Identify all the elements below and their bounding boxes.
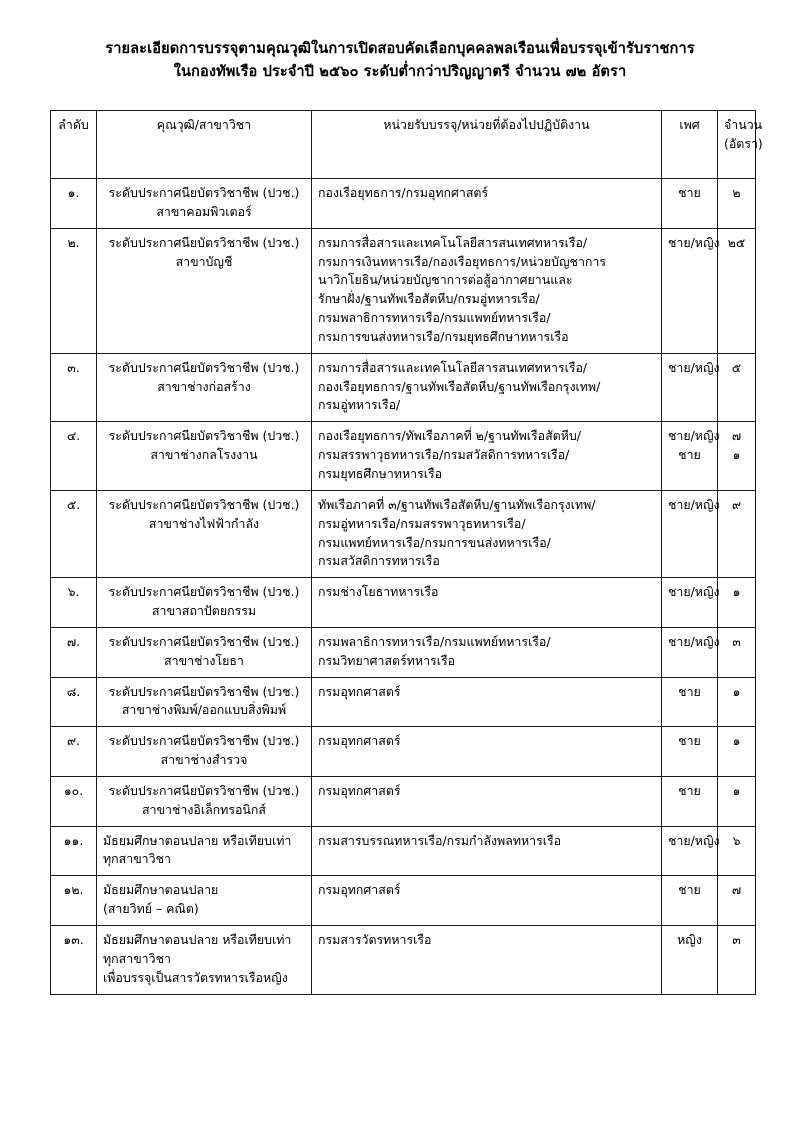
qualification-line: ทุกสาขาวิชา: [103, 950, 171, 966]
cell-order-number: ๖.: [51, 578, 97, 628]
qualification-line: สาขาช่างกลโรงงาน: [150, 447, 258, 463]
cell-sex: [662, 926, 718, 995]
cell-sex: [662, 179, 718, 229]
qualification-table: [50, 110, 763, 995]
cell-unit: [312, 727, 662, 777]
table-row: [51, 926, 756, 995]
column-header-unit-label: หน่วยรับบรรจุ/หน่วยที่ต้องไปปฏิบัติงาน: [383, 117, 590, 132]
cell-order-number: ๘.: [51, 677, 97, 727]
qualification-line: สาขาช่างสำรวจ: [160, 752, 248, 768]
cell-unit: [312, 926, 662, 995]
qualification-line: สาขาช่างอิเล็กทรอนิกส์: [142, 801, 266, 817]
cell-order-number: ๓.: [51, 353, 97, 422]
cell-count: [718, 876, 756, 926]
column-header-no: [51, 111, 97, 179]
unit-line: กรมยุทธศึกษาทหารเรือ: [318, 465, 443, 481]
table-row: [51, 490, 756, 577]
cell-sex: [662, 826, 718, 876]
table-row: [51, 627, 756, 677]
cell-count: [718, 826, 756, 876]
table-row: [51, 353, 756, 422]
sex-line: ชาย/หญิง: [668, 832, 720, 848]
cell-sex: [662, 876, 718, 926]
column-header-no-label: ลำดับ: [58, 117, 89, 132]
table-row: [51, 776, 756, 826]
table-header-row: [51, 111, 756, 179]
qualification-line: มัธยมศึกษาตอนปลาย หรือเทียบเท่า: [103, 932, 292, 947]
sex-line: ชาย/หญิง: [668, 359, 720, 375]
sex-line: หญิง: [677, 932, 702, 947]
unit-line: กรมอุทกศาสตร์: [318, 733, 401, 749]
qualification-line: ระดับประกาศนียบัตรวิชาชีพ (ปวช.): [108, 185, 300, 200]
unit-line: กรมสารวัตรทหารเรือ: [318, 932, 432, 947]
cell-sex: [662, 677, 718, 727]
count-line: ๒๕: [727, 234, 746, 250]
unit-line: กรมอุทกศาสตร์: [318, 882, 401, 898]
cell-sex: [662, 776, 718, 826]
sex-line: ชาย: [678, 185, 701, 200]
column-header-count: [718, 111, 763, 179]
qualification-line: สาขาช่างโยธา: [164, 652, 244, 668]
cell-qualification: [97, 776, 312, 826]
unit-line: กรมการเงินทหารเรือ/กองเรือยุทธการ/หน่วยบัญชาการ: [318, 253, 607, 269]
unit-line: กรมแพทย์ทหารเรือ/กรมการขนส่งทหารเรือ/: [318, 534, 551, 550]
cell-unit: [312, 578, 662, 628]
qualification-line: ระดับประกาศนียบัตรวิชาชีพ (ปวช.): [108, 359, 300, 375]
cell-count: [718, 578, 756, 628]
document-title: [0, 38, 800, 83]
count-line: ๑: [732, 447, 741, 463]
cell-qualification: [97, 490, 312, 577]
unit-line: กรมสารบรรณทหารเรือ/กรมกำลังพลทหารเรือ: [318, 832, 562, 848]
sex-line: ชาย: [678, 782, 701, 798]
table-row: [51, 179, 756, 229]
unit-line: กองเรือยุทธการ/ฐานทัพเรือสัตหีบ/ฐานทัพเรือกรุงเทพ/: [318, 378, 601, 394]
unit-line: ทัพเรือภาคที่ ๓/ฐานทัพเรือสัตหีบ/ฐานทัพเรือกรุงเทพ/: [318, 496, 596, 512]
cell-count: [718, 228, 756, 353]
count-line: ๙: [731, 496, 742, 512]
qualification-line: (สายวิทย์ – คณิต): [103, 901, 199, 917]
qualification-line: ระดับประกาศนียบัตรวิชาชีพ (ปวช.): [108, 584, 300, 600]
table-row: [51, 727, 756, 777]
qualification-line: ระดับประกาศนียบัตรวิชาชีพ (ปวช.): [108, 683, 300, 699]
unit-line: กรมการสื่อสารและเทคโนโลยีสารสนเทศทหารเรือ/: [318, 359, 588, 375]
cell-order-number: ๑๐.: [51, 776, 97, 826]
cell-count: [718, 422, 756, 491]
unit-line: กรมอุทกศาสตร์: [318, 782, 401, 798]
qualification-line: ทุกสาขาวิชา: [103, 851, 171, 867]
document-title-line-2: ในกองทัพเรือ ประจำปี ๒๕๖๐ ระดับต่ำกว่าปริญญาตรี จำนวน ๗๒ อัตรา: [173, 62, 627, 80]
cell-qualification: [97, 926, 312, 995]
table-row: [51, 876, 756, 926]
cell-qualification: [97, 422, 312, 491]
unit-line: กองเรือยุทธการ/ทัพเรือภาคที่ ๒/ฐานทัพเรือสัตหีบ/: [318, 428, 581, 444]
cell-count: [718, 179, 756, 229]
cell-qualification: [97, 179, 312, 229]
cell-qualification: [97, 627, 312, 677]
count-line: ๒: [732, 185, 741, 200]
sex-line: ชาย/หญิง: [668, 584, 720, 600]
cell-qualification: [97, 353, 312, 422]
cell-unit: [312, 876, 662, 926]
cell-count: [718, 490, 756, 577]
cell-unit: [312, 353, 662, 422]
cell-order-number: ๑.: [51, 179, 97, 229]
cell-count: [718, 926, 756, 995]
cell-qualification: [97, 727, 312, 777]
cell-qualification: [97, 578, 312, 628]
column-header-count-unit-label: (อัตรา): [724, 135, 763, 151]
unit-line: กรมอู่ทหารเรือ/กรมสรรพาวุธทหารเรือ/: [318, 515, 526, 531]
cell-unit: [312, 627, 662, 677]
column-header-count-label: จำนวน: [724, 117, 763, 132]
qualification-line: ระดับประกาศนียบัตรวิชาชีพ (ปวช.): [108, 733, 300, 749]
cell-unit: [312, 228, 662, 353]
cell-qualification: [97, 677, 312, 727]
unit-line: กรมอู่ทหารเรือ/: [318, 397, 401, 413]
qualification-line: ระดับประกาศนียบัตรวิชาชีพ (ปวช.): [108, 496, 300, 512]
table-row: [51, 228, 756, 353]
cell-sex: [662, 727, 718, 777]
cell-count: [718, 353, 756, 422]
cell-order-number: ๙.: [51, 727, 97, 777]
qualification-line: สาขาช่างพิมพ์/ออกแบบสิ่งพิมพ์: [121, 702, 287, 718]
cell-qualification: [97, 228, 312, 353]
qualification-line: สาขาบัญชี: [175, 253, 233, 269]
cell-count: [718, 677, 756, 727]
cell-order-number: ๑๓.: [51, 926, 97, 995]
qualification-line: มัธยมศึกษาตอนปลาย: [103, 882, 219, 898]
unit-line: รักษาฝั่ง/ฐานทัพเรือสัตหีบ/กรมอู่ทหารเรือ/: [318, 291, 540, 307]
unit-line: กรมสวัสดิการทหารเรือ: [318, 553, 440, 569]
table-row: [51, 826, 756, 876]
cell-sex: [662, 578, 718, 628]
count-line: ๗: [731, 428, 742, 444]
unit-line: กรมพลาธิการทหารเรือ/กรมแพทย์ทหารเรือ/: [318, 633, 551, 649]
cell-sex: [662, 627, 718, 677]
table-row: [51, 578, 756, 628]
unit-line: กรมวิทยาศาสตร์ทหารเรือ: [318, 652, 456, 668]
table-row: [51, 677, 756, 727]
qualification-line: เพื่อบรรจุเป็นสารวัตรทหารเรือหญิง: [103, 969, 288, 985]
qualification-line: ระดับประกาศนียบัตรวิชาชีพ (ปวช.): [108, 782, 300, 798]
column-header-unit: [312, 111, 662, 179]
cell-order-number: ๕.: [51, 490, 97, 577]
sex-line: ชาย: [678, 882, 701, 898]
cell-order-number: ๒.: [51, 228, 97, 353]
cell-sex: [662, 490, 718, 577]
column-header-sex-label: เพศ: [679, 117, 700, 132]
count-line: ๑: [732, 683, 741, 699]
unit-line: กองเรือยุทธการ/กรมอุทกศาสตร์: [318, 185, 489, 200]
sex-line: ชาย/หญิง: [668, 496, 720, 512]
sex-line: ชาย: [678, 447, 701, 463]
count-line: ๑: [732, 782, 741, 798]
unit-line: กรมช่างโยธาทหารเรือ: [318, 584, 439, 600]
sex-line: ชาย/หญิง: [668, 633, 720, 649]
cell-order-number: ๗.: [51, 627, 97, 677]
document-title-line-1: รายละเอียดการบรรจุตามคุณวุฒิในการเปิดสอบคัดเลือกบุคคลพลเรือนเพื่อบรรจุเข้ารับราชการ: [105, 40, 695, 57]
qualification-line: ระดับประกาศนียบัตรวิชาชีพ (ปวช.): [108, 633, 300, 649]
count-line: ๗: [731, 882, 742, 898]
cell-count: [718, 776, 756, 826]
qualification-line: มัธยมศึกษาตอนปลาย หรือเทียบเท่า: [103, 832, 292, 848]
sex-line: ชาย/หญิง: [668, 234, 720, 250]
qualification-line: สาขาช่างไฟฟ้ากำลัง: [148, 515, 260, 531]
unit-line: กรมสรรพาวุธทหารเรือ/กรมสวัสดิการทหารเรือ/: [318, 447, 570, 463]
unit-line: กรมการสื่อสารและเทคโนโลยีสารสนเทศทหารเรือ/: [318, 234, 588, 250]
column-header-sex: [662, 111, 718, 179]
unit-line: กรมการขนส่งทหารเรือ/กรมยุทธศึกษาทหารเรือ: [318, 328, 569, 344]
unit-line: กรมพลาธิการทหารเรือ/กรมแพทย์ทหารเรือ/: [318, 310, 551, 326]
table-body: [51, 179, 756, 995]
column-header-qualification-label: คุณวุฒิ/สาขาวิชา: [156, 117, 252, 132]
table-header: [51, 111, 763, 179]
qualification-line: ระดับประกาศนียบัตรวิชาชีพ (ปวช.): [108, 234, 300, 250]
count-line: ๑: [732, 584, 741, 600]
column-header-qualification: [97, 111, 312, 179]
sex-line: ชาย: [678, 733, 701, 749]
count-line: ๕: [731, 359, 742, 375]
cell-count: [718, 627, 756, 677]
qualification-line: สาขาคอมพิวเตอร์: [156, 203, 252, 219]
cell-sex: [662, 228, 718, 353]
cell-unit: [312, 776, 662, 826]
cell-qualification: [97, 876, 312, 926]
qualification-line: สาขาช่างก่อสร้าง: [157, 378, 251, 394]
count-line: ๑: [732, 733, 741, 749]
cell-unit: [312, 179, 662, 229]
cell-unit: [312, 422, 662, 491]
cell-sex: [662, 422, 718, 491]
cell-count: [718, 727, 756, 777]
table-row: [51, 422, 756, 491]
unit-line: กรมอุทกศาสตร์: [318, 683, 401, 699]
cell-unit: [312, 490, 662, 577]
unit-line: นาวิกโยธิน/หน่วยบัญชาการต่อสู้อากาศยานและ: [318, 272, 573, 288]
cell-order-number: ๑๒.: [51, 876, 97, 926]
cell-sex: [662, 353, 718, 422]
count-line: ๓: [732, 633, 741, 649]
cell-qualification: [97, 826, 312, 876]
qualification-line: สาขาสถาปัตยกรรม: [151, 603, 257, 619]
cell-order-number: ๑๑.: [51, 826, 97, 876]
count-line: ๖: [732, 832, 741, 848]
qualification-line: ระดับประกาศนียบัตรวิชาชีพ (ปวช.): [108, 428, 300, 444]
sex-line: ชาย: [678, 683, 701, 699]
cell-unit: [312, 826, 662, 876]
cell-unit: [312, 677, 662, 727]
count-line: ๓: [732, 932, 741, 947]
cell-order-number: ๔.: [51, 422, 97, 491]
qualification-table-container: [50, 110, 763, 995]
sex-line: ชาย/หญิง: [668, 428, 720, 444]
